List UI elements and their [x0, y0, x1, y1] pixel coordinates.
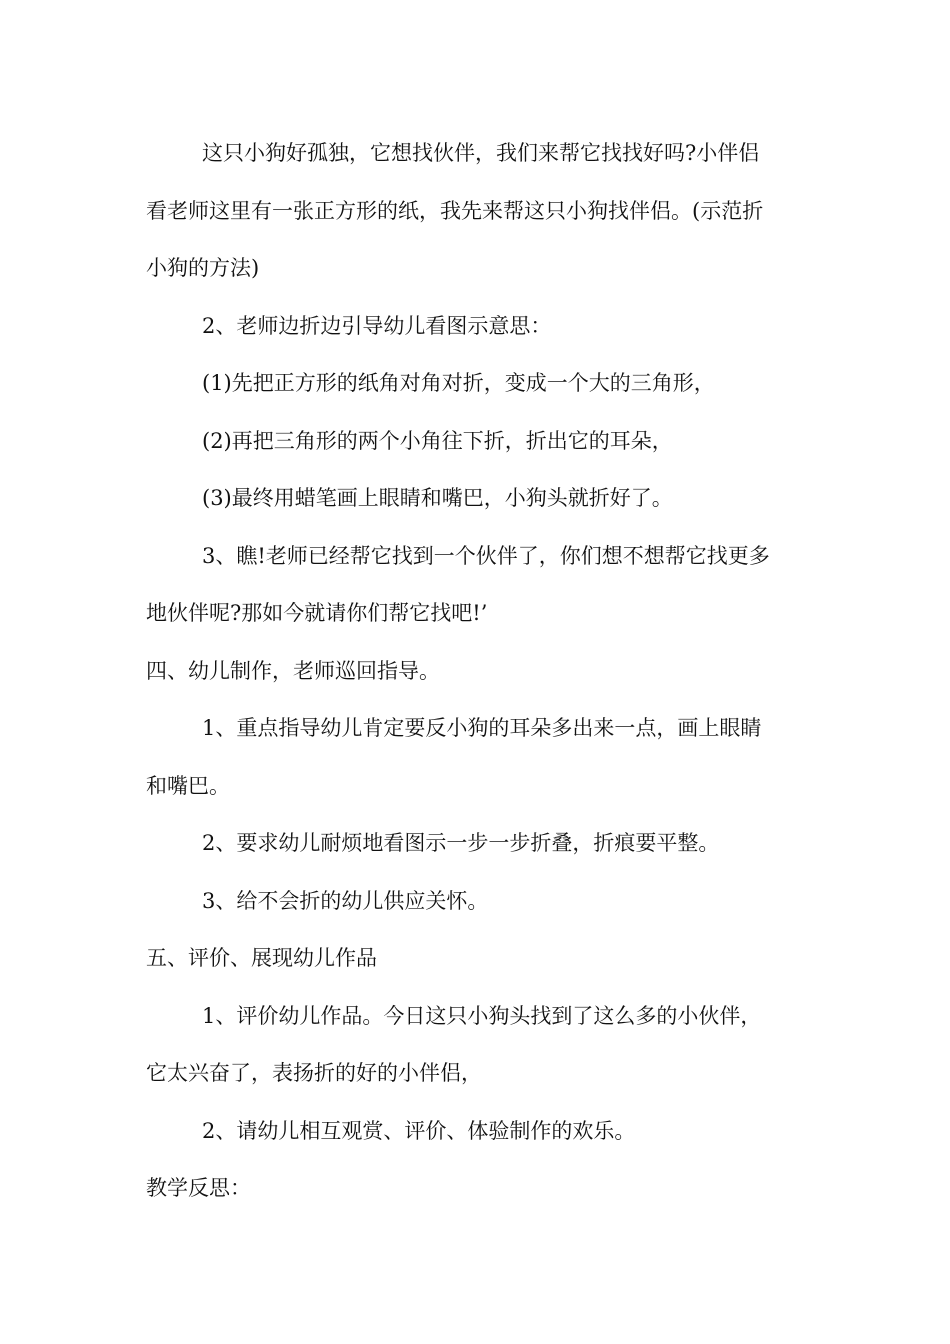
step-2-heading: 2、老师边折边引导幼儿看图示意思：: [202, 314, 552, 338]
section-4-item-3: 3、给不会折的幼儿供应关怀。: [202, 889, 489, 913]
section-4-item-1-line-1: 1、重点指导幼儿肯定要反小狗的耳朵多出来一点，画上眼睛: [202, 716, 762, 740]
section-5-item-2: 2、请幼儿相互观赏、评价、体验制作的欢乐。: [202, 1119, 636, 1143]
section-5-item-1-line-2: 它太兴奋了，表扬折的好的小伴侣，: [146, 1061, 482, 1085]
section-4-heading: 四、幼儿制作，老师巡回指导。: [146, 659, 440, 683]
section-5-heading: 五、评价、展现幼儿作品: [146, 946, 377, 970]
substep-3: (3)最终用蜡笔画上眼睛和嘴巴，小狗头就折好了。: [202, 486, 673, 510]
paragraph-intro-line-2: 看老师这里有一张正方形的纸，我先来帮这只小狗找伴侣。(示范折: [146, 199, 764, 223]
step-3-line-1: 3、瞧!老师已经帮它找到一个伙伴了，你们想不想帮它找更多: [202, 544, 770, 568]
teaching-reflection-heading: 教学反思：: [146, 1176, 251, 1200]
section-4-item-2: 2、要求幼儿耐烦地看图示一步一步折叠，折痕要平整。: [202, 831, 720, 855]
step-3-line-2: 地伙伴呢?那如今就请你们帮它找吧!’: [146, 601, 488, 625]
section-5-item-1-line-1: 1、评价幼儿作品。今日这只小狗头找到了这么多的小伙伴，: [202, 1004, 762, 1028]
substep-2: (2)再把三角形的两个小角往下折，折出它的耳朵，: [202, 429, 673, 453]
paragraph-intro-line-3: 小狗的方法): [146, 256, 260, 280]
paragraph-intro-line-1: 这只小狗好孤独，它想找伙伴，我们来帮它找找好吗?小伴侣: [202, 141, 760, 165]
section-4-item-1-line-2: 和嘴巴。: [146, 774, 230, 798]
substep-1: (1)先把正方形的纸角对角对折，变成一个大的三角形，: [202, 371, 715, 395]
